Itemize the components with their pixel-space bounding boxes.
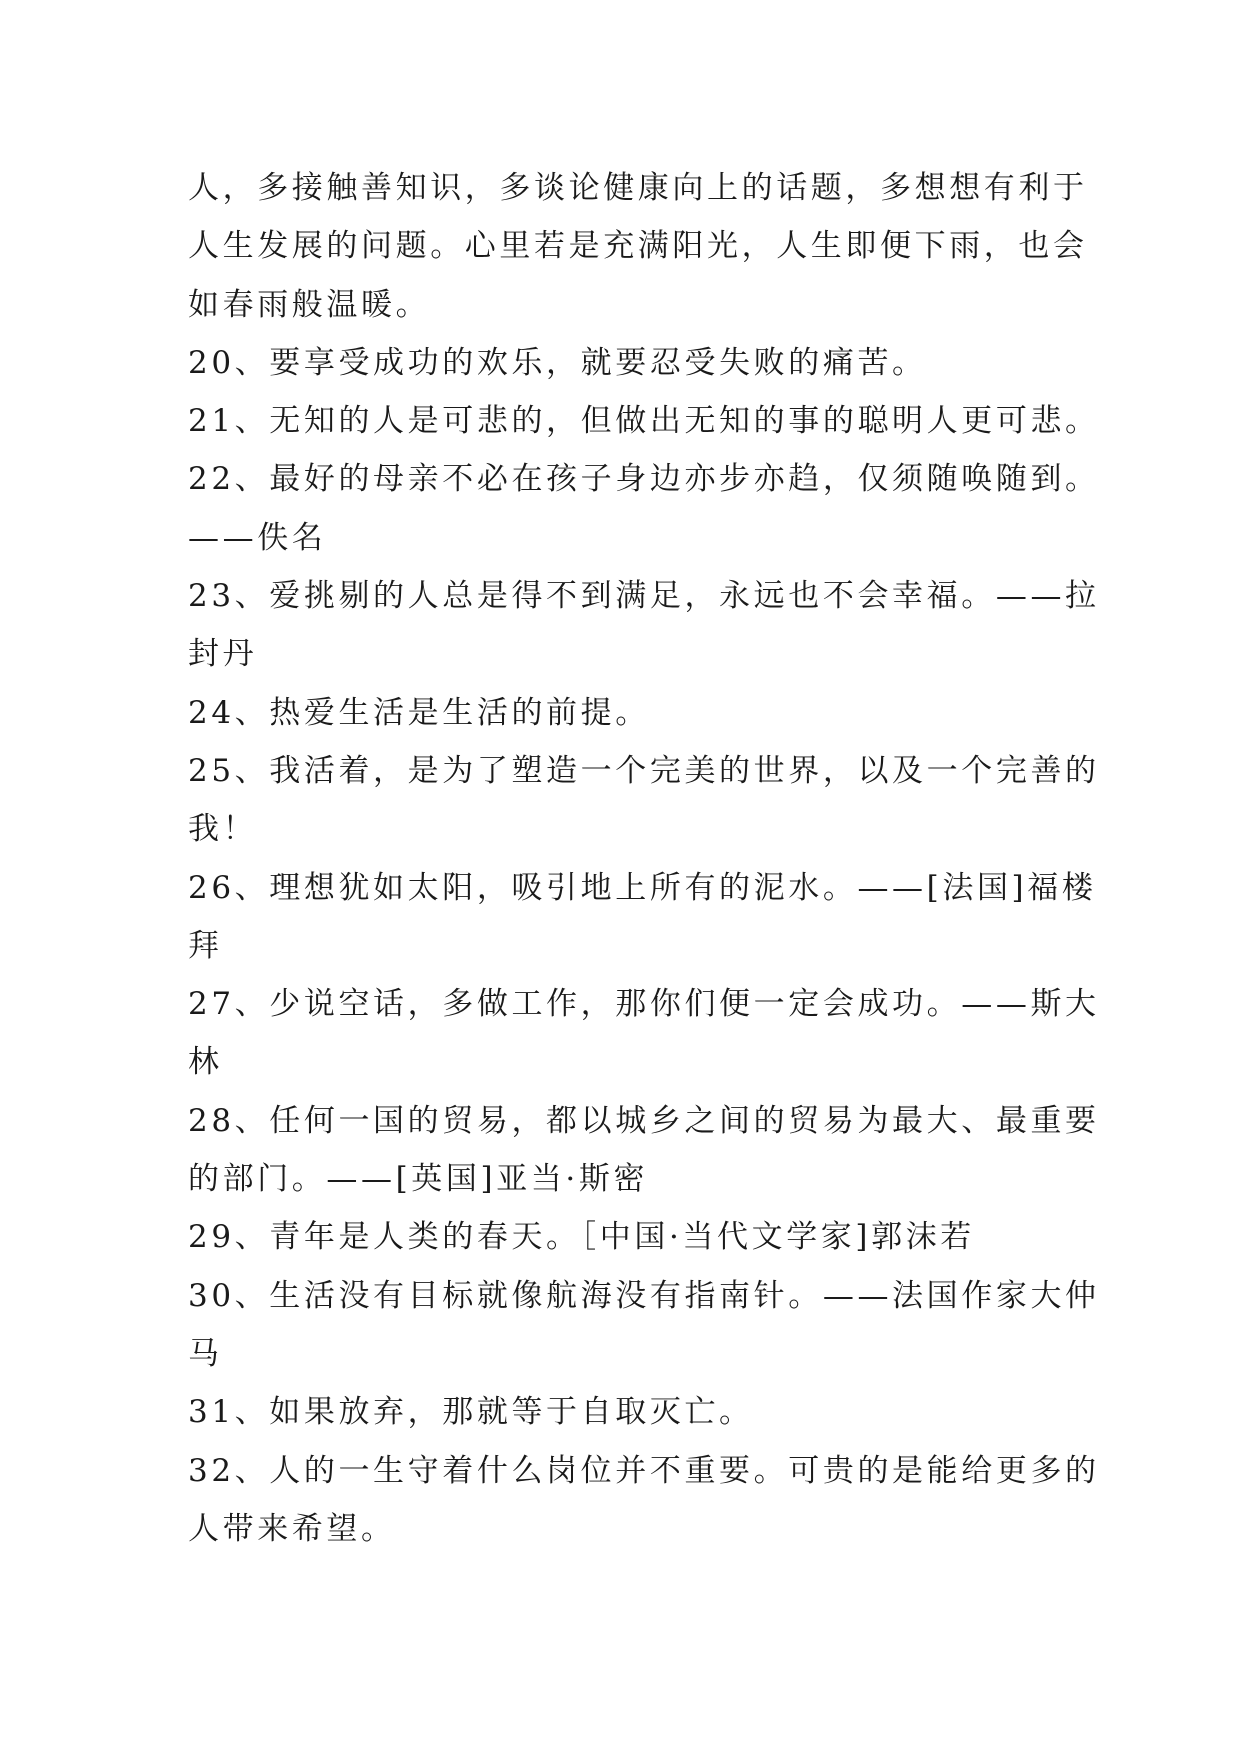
- quote-line: 林: [188, 1044, 223, 1081]
- text-line: 人，多接触善知识，多谈论健康向上的话题，多想想有利于: [188, 170, 1088, 206]
- quote-line: 20、要享受成功的欢乐，就要忍受失败的痛苦。: [188, 344, 927, 381]
- quote-line: 拜: [188, 927, 223, 964]
- quote-line: 24、热爱生活是生活的前提。: [188, 694, 650, 731]
- quote-line: 29、青年是人类的春天。［中国·当代文学家]郭沫若: [188, 1219, 975, 1256]
- quote-line: 马: [188, 1335, 223, 1372]
- quote-line: 32、人的一生守着什么岗位并不重要。可贵的是能给更多的: [188, 1452, 1100, 1489]
- quote-line: 27、少说空话，多做工作，那你们便一定会成功。——斯大: [188, 986, 1100, 1023]
- quote-line: 25、我活着，是为了塑造一个完美的世界，以及一个完善的: [188, 752, 1100, 789]
- text-line: 人生发展的问题。心里若是充满阳光，人生即便下雨，也会: [188, 228, 1088, 265]
- quote-line: ——佚名: [188, 519, 327, 556]
- quote-line: 的部门。——[英国]亚当·斯密: [188, 1161, 649, 1198]
- quote-line: 21、无知的人是可悲的，但做出无知的事的聪明人更可悲。: [188, 403, 1100, 440]
- quote-line: 我！: [188, 811, 258, 848]
- document-body: [188, 159, 1100, 1558]
- quote-line: 26、理想犹如太阳，吸引地上所有的泥水。——[法国]福楼: [188, 869, 1097, 906]
- quote-line: 31、如果放弃，那就等于自取灭亡。: [188, 1394, 754, 1431]
- quote-line: 封丹: [188, 636, 258, 673]
- quote-line: 23、爱挑剔的人总是得不到满足，永远也不会幸福。——拉: [188, 578, 1100, 615]
- quote-line: 28、任何一国的贸易，都以城乡之间的贸易为最大、最重要: [188, 1102, 1100, 1139]
- quote-line: 30、生活没有目标就像航海没有指南针。——法国作家大仲: [188, 1277, 1100, 1314]
- text-line: 如春雨般温暖。: [188, 286, 431, 323]
- quote-line: 人带来希望。: [188, 1510, 396, 1547]
- quote-line: 22、最好的母亲不必在孩子身边亦步亦趋，仅须随唤随到。: [188, 461, 1100, 498]
